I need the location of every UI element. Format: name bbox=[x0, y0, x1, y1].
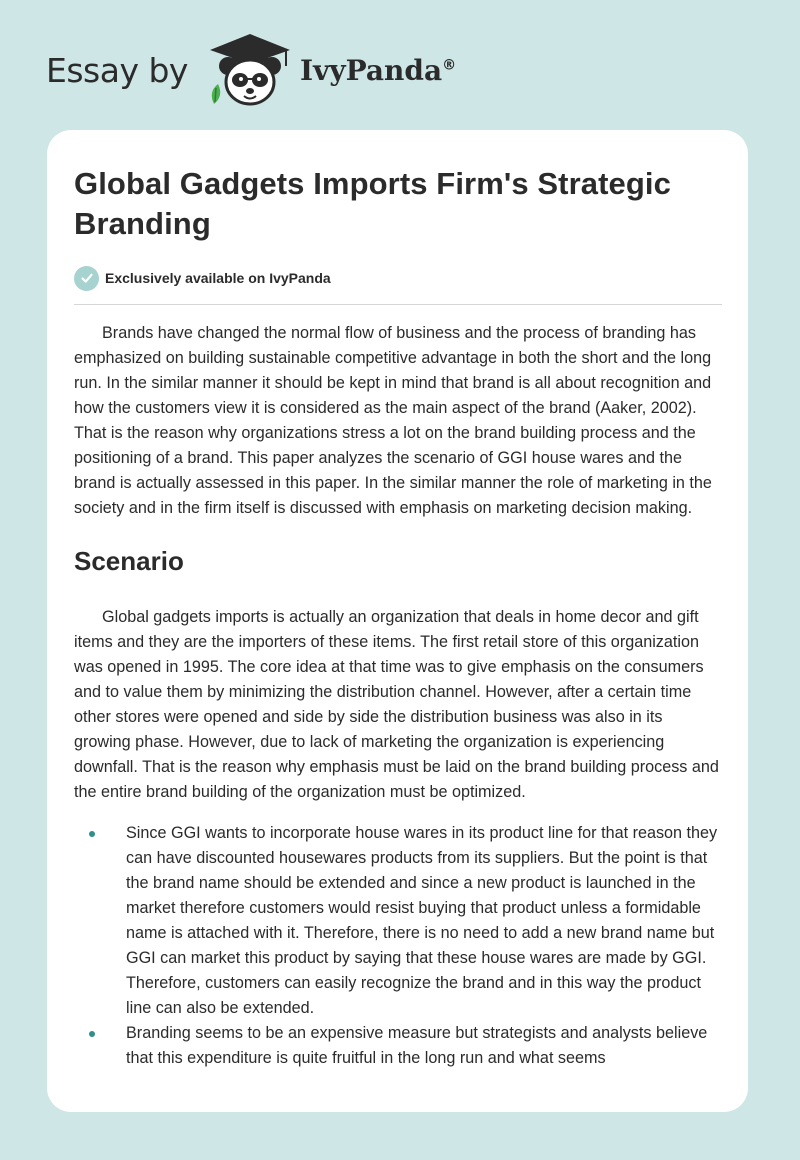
bullet-list bbox=[74, 821, 722, 1071]
bullet-icon bbox=[89, 1031, 95, 1037]
divider bbox=[74, 304, 722, 305]
brand-name: IvyPanda® bbox=[299, 53, 457, 87]
bullet-icon bbox=[89, 831, 95, 837]
exclusive-label: Exclusively available on IvyPanda bbox=[105, 270, 331, 286]
essay-title: Global Gadgets Imports Firm's Strategic Branding bbox=[74, 166, 671, 241]
list-item-text: Branding seems to be an expensive measure but strategists and analysts believe that this expenditure is quite fruitful in the long run and what seems bbox=[126, 1024, 708, 1067]
check-icon bbox=[74, 266, 99, 291]
essay-by-label: Essay by bbox=[46, 50, 188, 90]
intro-paragraph: Brands have changed the normal flow of business and the process of branding has emphasized on building sustainable competitive advantage in both the short and the long run. In the similar manner it should be kept in mind that brand is all about recognition and how the customers view it is considered as the main aspect of the brand (Aaker, 2002). That is the reason why organizations stress a lot on the brand building process and the positioning of a brand. This paper analyzes the scenario of GGI house wares and the brand is actually assessed in this paper. In the similar manner the role of marketing in the society and in the firm itself is discussed with emphasis on marketing decision making. bbox=[74, 324, 712, 517]
ivypanda-logo-icon[interactable] bbox=[202, 30, 298, 110]
essay-card bbox=[47, 130, 748, 1112]
site-header bbox=[46, 30, 456, 110]
registered-mark: ® bbox=[442, 57, 457, 74]
list-item bbox=[74, 821, 722, 1021]
list-item bbox=[74, 1021, 722, 1071]
scenario-paragraph: Global gadgets imports is actually an organization that deals in home decor and gift items and they are the importers of these items. The first retail store of this organization was opened in 1995. The core idea at that time was to give emphasis on the consumers and to value them by minimizing the distribution channel. However, after a certain time other stores were opened and side by side the distribution business was also in its growing phase. However, due to lack of marketing the organization is experiencing downfall. That is the reason why emphasis must be laid on the brand building process and the entire brand building of the organization must be optimized. bbox=[74, 608, 719, 801]
exclusive-badge bbox=[74, 264, 722, 292]
section-heading-scenario: Scenario bbox=[74, 546, 184, 576]
list-item-text: Since GGI wants to incorporate house wares in its product line for that reason they can have discounted housewares products from its suppliers. But the point is that the brand name should be extended and since a new product is launched in the market therefore customers would resist buying that product unless a formidable name is attached with it. Therefore, there is no need to add a new brand name but GGI can market this product by saying that these house wares are made by GGI. Therefore, customers can easily recognize the brand and in this way the product line can also be extended. bbox=[126, 824, 718, 1017]
